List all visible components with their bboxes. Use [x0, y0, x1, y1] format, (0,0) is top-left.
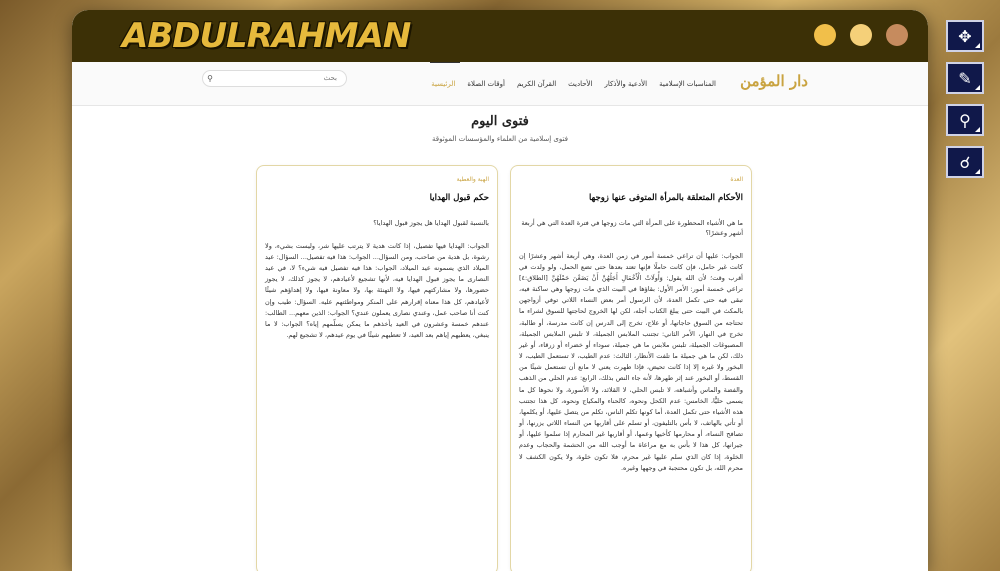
page-title: فتوى اليوم	[471, 114, 529, 129]
fatwa-card-1[interactable]	[510, 165, 752, 571]
title-bar	[72, 10, 928, 62]
fatwa-header	[72, 114, 928, 143]
site-navbar	[72, 62, 928, 106]
browser-window	[72, 10, 928, 571]
eyedropper-icon[interactable]: ⚲	[946, 104, 984, 136]
page-subtitle: فتوى إسلامية من العلماء والمؤسسات الموثوقة	[432, 135, 568, 143]
side-toolbar	[946, 20, 984, 178]
window-dot-1[interactable]	[814, 24, 836, 46]
window-dot-3[interactable]	[886, 24, 908, 46]
card-title: الأحكام المتعلقة بالمرأة المتوفى عنها زوجها	[588, 193, 743, 203]
card-question: ما هي الأشياء المحظورة على المرأة التي مات زوجها في فترة العدة التي هي أربعة أشهر وعشرًا؟	[521, 219, 743, 237]
menu-item-hadith[interactable]: الأحاديث	[568, 80, 593, 88]
menu-item-quran[interactable]: القرآن الكريم	[516, 80, 557, 88]
menu-item-duas[interactable]: الأدعية والأذكار	[604, 80, 648, 88]
main-menu	[431, 62, 716, 106]
window-dot-2[interactable]	[850, 24, 872, 46]
active-tab-indicator	[430, 62, 460, 63]
search-input[interactable]	[217, 75, 337, 82]
menu-item-occasions[interactable]: المناسبات الإسلامية	[659, 80, 716, 88]
menu-item-home[interactable]: الرئيسية	[431, 80, 456, 88]
fatwa-card-2[interactable]	[256, 165, 498, 571]
move-icon[interactable]: ✥	[946, 20, 984, 52]
card-answer: الجواب: عليها أن تراعي خمسة أمور في زمن العدة، وهي أربعة أشهر وعشرًا إن كانت غير حامل، فإن كانت حاملًا فإنها تعتد بعدها حتى تضع الحمل، ولو ولدت في أقرب وقت؛ لأن الله يقول: وَأُولَاتُ الْأَحْمَالِ أَجَلُهُنَّ أَنْ يَضَعْنَ حَمْلَهُنَّ [الطلاق:٤] تراعي خمسة أمور: الأمر الأول: بقاؤها في البيت الذي مات زوجها وهي ساكنة فيه، تبقى فيه حتى تكمل العدة، لأن الرسول أمر بعض النساء اللاتي توفي أزواجهن بالمكث في البيت حتى يبلغ الكتاب أجله، لكن لها الخروج لحاجتها للسوق لشراء ما تحتاجه من السوق حاجاتها، أو علاج، تخرج إلى الدرس إن كانت مدرسة، أو طالبة، تخرج في النهار، الأمر الثاني: تجتنب الملابس الجميلة، لا تلبس الملابس الجميلة، المصبوغات الجميلة، تلبس ملابس ما هي جميلة، سوداء أو خضراء أو زرقاء، أو غير ذلك، لكن ما هي جميلة ما تلفت الأنظار، الثالث: عدم الطيب، لا تستعمل الطيب، لا البخور ولا غيره إلا إذا كانت تحيض، فإذا طهرت يعني لا مانع أن تستعمل شيئًا من القسط، أو البخور عند إثر طهرها، لأنه جاء النص بذلك، الرابع: عدم الحلي من الذهب والفضة والماس وأشباهه، لا تلبس الحلي، لا القلائد، ولا الأسورة، ولا نحوها كل ما يسمى حليًّا، الخامس: عدم الكحل ونحوه، كالحناء والمكياج ونحوه، كل هذا تجتنب هذه الأشياء حتى تكمل العدة، أما كونها تكلم الناس، تكلم من يتصل عليها، أو يكلمها، أو تأتي بالهاتف، لا بأس بالتليفون، أو تسلم على أقاربها من النساء اللاتي يزرنها، أو تصافح النساء، أو محارمها كأخيها وعمها، أو أقاربها غير المحارم إذا سلموا عليها، أو جيرانها، كل هذا لا بأس به مع مراعاة ما أوجب الله من الحشمة والحجاب وعدم الخلوة، إذا كان الذي سلم عليها غير محرم، فلا تكون خلوة، ولا يكون الكشف لا محرم الله، بل تكون محتجبة في وجهها وغيره.	[519, 251, 743, 472]
app-logo: ABDULRAHMAN	[122, 16, 411, 56]
card-title: حكم قبول الهدايا	[429, 193, 489, 203]
card-category[interactable]: العدة	[730, 176, 743, 183]
brush-icon[interactable]: ✎	[946, 62, 984, 94]
card-answer: الجواب: الهدايا فيها تفصيل، إذا كانت هدية لا يترتب عليها شر، وليست بشيء، ولا رشوة، بل هدية من صاحب، ومن السؤال... الجواب: هذا فيه تفصيل... السؤال: عيد الميلاد الذي يسمونه عيد الميلاد، الجواب: هذا فيه تفصيل فيه شيء؟ لا، في عيد النصارى ما يجوز قبول الهدايا فيه، لأنها تشجيع لأعيادهم، لا يجوز كذلك، لا يجوز حضورها، ولا مشاركتهم فيها، ولا التهنئة بها، ولا معاونة فيها، ولا إهداؤهم شيئًا لأعيادهم، كل هذا معناه إقرارهم على المنكر ومواطئتهم عليه. السؤال: طيب وإن كنت أنا صاحب عمل، وعندي نصارى يعملون عندي؟ الجواب: الذين معهم... الطالب: عندهم خمسة وعشرون في العيد يأخذهم ما يمكن يسلّمهم إياه؟ الجواب: لا ما ينبغي، يعطيهم إياهم بعد العيد، لا تعطيهم شيئًا في يوم عيدهم، لا تشجيع لهم.	[265, 241, 489, 340]
card-category[interactable]: الهبة والعطية	[456, 176, 489, 183]
window-controls	[814, 24, 908, 46]
search-box[interactable]	[202, 70, 347, 87]
site-brand[interactable]: دار المؤمن	[740, 72, 808, 90]
zoom-icon[interactable]: ☌	[946, 146, 984, 178]
search-icon[interactable]: ⚲	[207, 74, 213, 83]
card-question: بالنسبة لقبول الهدايا هل يجوز قبول الهدايا؟	[373, 219, 489, 227]
menu-item-prayer-times[interactable]: أوقات الصلاة	[467, 80, 505, 88]
